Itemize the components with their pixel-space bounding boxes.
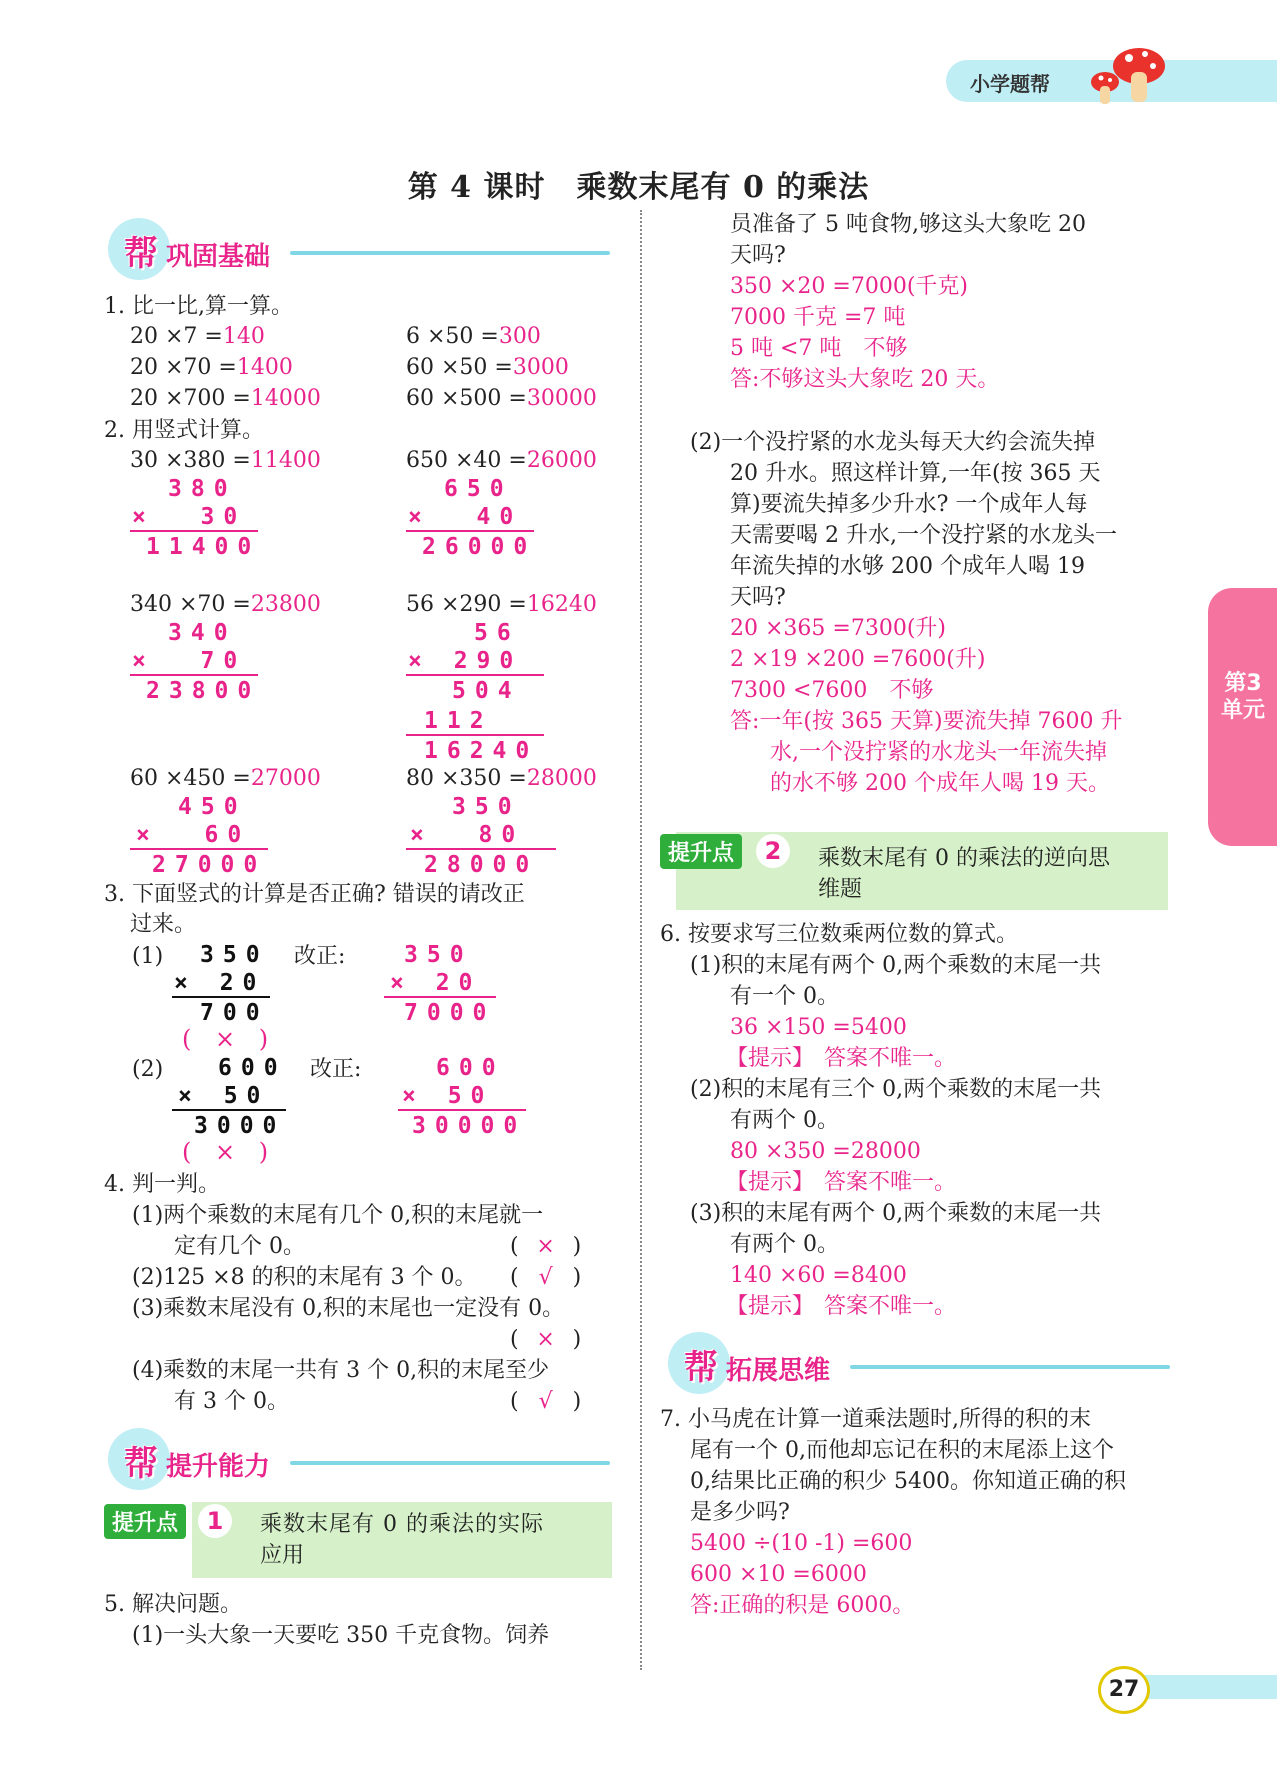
q6-item: 有两个 0。	[730, 1108, 839, 1133]
vcalc-line: 27000	[152, 852, 267, 878]
q1-expr: 60 ×50 =	[406, 355, 513, 380]
q1-expr: 20 ×70 =	[130, 355, 237, 380]
q7-text: 尾有一个 0,而他却忘记在积的末尾添上这个	[690, 1438, 1114, 1463]
tisheng-number: 1	[198, 1504, 232, 1538]
page-number: 27	[1098, 1666, 1150, 1714]
q5-answer: 水,一个没拧紧的水龙头一年流失掉	[770, 740, 1107, 765]
q4-item: 有 3 个 0。	[174, 1389, 289, 1414]
vcalc-line: 650	[444, 476, 513, 502]
q4-item: 定有几个 0。	[174, 1234, 305, 1259]
tisheng-text: 乘数末尾有 0 的乘法的逆向思	[818, 846, 1110, 871]
section-bang: 帮	[124, 1444, 158, 1484]
tisheng-text: 应用	[260, 1543, 305, 1568]
vcalc-line: 350	[452, 794, 521, 820]
q5-stem: 5. 解决问题。	[104, 1592, 242, 1617]
section-title-extend: 拓展思维	[726, 1356, 831, 1386]
vcalc-line: × 80	[410, 822, 525, 848]
q6-item: (1)积的末尾有两个 0,两个乘数的末尾一共	[690, 953, 1102, 978]
unit-side-tab-label: 第3单元	[1220, 671, 1265, 723]
vcalc-line: 112	[424, 708, 493, 734]
vcalc-line: × 20	[390, 970, 482, 996]
vcalc-rule	[398, 1109, 526, 1111]
q4-item: (3)乘数末尾没有 0,积的末尾也一定没有 0。	[132, 1296, 565, 1321]
q6-item: 有一个 0。	[730, 984, 839, 1009]
q3-fix-label: 改正:	[310, 1057, 362, 1082]
q1-answer: 3000	[512, 355, 569, 380]
section-rule	[290, 251, 610, 255]
column-divider	[640, 210, 642, 1670]
q1-answer: 14000	[250, 386, 321, 411]
vcalc-rule	[406, 734, 544, 736]
vcalc-line: × 40	[408, 504, 523, 530]
q4-mark: √	[538, 1389, 553, 1414]
q7-text: 7. 小马虎在计算一道乘法题时,所得的积的末	[660, 1407, 1091, 1432]
q4-mark: ×	[536, 1327, 555, 1352]
q3-stem: 3. 下面竖式的计算是否正确? 错误的请改正	[104, 882, 525, 907]
q7-answer: 5400 ÷(10 -1) =600	[690, 1531, 913, 1556]
q7-answer: 600 ×10 =6000	[690, 1562, 867, 1587]
q5-text: 年流失掉的水够 200 个成年人喝 19	[730, 554, 1085, 579]
vcalc-rule	[172, 996, 270, 998]
tip-text: 答案不唯一。	[824, 1294, 957, 1319]
q1-stem: 1. 比一比,算一算。	[104, 294, 293, 319]
section-rule	[850, 1365, 1170, 1369]
vcalc-rule	[172, 1109, 286, 1111]
vcalc-rule	[406, 674, 544, 676]
vcalc-line: 56	[474, 620, 520, 646]
vcalc-line: 600	[218, 1055, 287, 1081]
q4-item: (2)125 ×8 的积的末尾有 3 个 0。	[132, 1265, 477, 1290]
tip-text: 答案不唯一。	[824, 1046, 957, 1071]
q1-answer: 140	[222, 324, 265, 349]
vcalc-line: 600	[436, 1055, 505, 1081]
q6-item: 有两个 0。	[730, 1232, 839, 1257]
q1-answer: 300	[498, 324, 541, 349]
vcalc-line: 350	[200, 942, 269, 968]
vcalc-line: 450	[178, 794, 247, 820]
q6-answer: 80 ×350 =28000	[730, 1139, 921, 1164]
q2-answer: 26000	[526, 448, 597, 473]
vcalc-line: 340	[168, 620, 237, 646]
vcalc-line: 16240	[424, 738, 539, 764]
q2-expr: 30 ×380 =	[130, 448, 251, 473]
q1-expr: 20 ×700 =	[130, 386, 251, 411]
q2-expr: 650 ×40 =	[406, 448, 527, 473]
vcalc-line: × 60	[136, 822, 251, 848]
q5-text: 20 升水。照这样计算,一年(按 365 天	[730, 461, 1101, 486]
vcalc-line: 26000	[422, 534, 537, 560]
q1-expr: 60 ×500 =	[406, 386, 527, 411]
vcalc-line: 3000	[194, 1113, 286, 1139]
vcalc-line: 28000	[424, 852, 539, 878]
q2-expr: 80 ×350 =	[406, 766, 527, 791]
section-bang: 帮	[124, 234, 158, 274]
q3-mark: ( × )	[182, 1025, 277, 1053]
vcalc-line: × 290	[408, 648, 523, 674]
q5-answer: 2 ×19 ×200 =7600(升)	[730, 647, 986, 672]
tip-tag: 【提示】	[726, 1294, 815, 1319]
q3-num: (1)	[132, 944, 164, 969]
vcalc-line: × 20	[174, 970, 266, 996]
q1-answer: 30000	[526, 386, 597, 411]
q6-answer: 140 ×60 =8400	[730, 1263, 907, 1288]
section-rule	[290, 1461, 610, 1465]
q5-text: 员准备了 5 吨食物,够这头大象吃 20	[730, 212, 1086, 237]
section-title-improve: 提升能力	[166, 1452, 271, 1482]
q5-answer: 的水不够 200 个成年人喝 19 天。	[770, 771, 1110, 796]
q7-answer: 答:正确的积是 6000。	[690, 1593, 915, 1618]
q2-answer: 23800	[250, 592, 321, 617]
q6-item: (3)积的末尾有两个 0,两个乘数的末尾一共	[690, 1201, 1102, 1226]
vcalc-line: 7000	[404, 1000, 496, 1026]
q5-answer: 350 ×20 =7000(千克)	[730, 274, 968, 299]
vcalc-rule	[384, 996, 496, 998]
vcalc-rule	[130, 530, 258, 532]
section-title-basic: 巩固基础	[166, 242, 271, 272]
q5-answer: 7300 <7600 不够	[730, 678, 934, 703]
q5-answer: 答:不够这头大象吃 20 天。	[730, 367, 1000, 392]
q5-answer: 7000 千克 =7 吨	[730, 305, 906, 330]
vcalc-line: 350	[404, 942, 473, 968]
vcalc-line: 380	[168, 476, 237, 502]
vcalc-line: 23800	[146, 678, 261, 704]
q2-answer: 27000	[250, 766, 321, 791]
page-title: 第 4 课时 乘数末尾有 0 的乘法	[407, 170, 870, 205]
vcalc-rule	[406, 530, 534, 532]
q2-expr: 56 ×290 =	[406, 592, 527, 617]
q4-mark: ×	[536, 1234, 555, 1259]
vcalc-line: 11400	[146, 534, 261, 560]
mushroom-icon	[1085, 38, 1175, 110]
vcalc-line: 504	[452, 678, 521, 704]
q5-answer: 5 吨 <7 吨 不够	[730, 336, 908, 361]
q5-text: 天吗?	[730, 243, 786, 268]
q5-answer: 20 ×365 =7300(升)	[730, 616, 946, 641]
vcalc-line: 700	[200, 1000, 269, 1026]
vcalc-line: × 70	[132, 648, 247, 674]
q6-answer: 36 ×150 =5400	[730, 1015, 907, 1040]
q4-mark: √	[538, 1265, 553, 1290]
q5-text: (1)一头大象一天要吃 350 千克食物。饲养	[132, 1623, 550, 1648]
q2-answer: 11400	[250, 448, 321, 473]
q5-answer: 答:一年(按 365 天算)要流失掉 7600 升	[730, 709, 1123, 734]
q4-stem: 4. 判一判。	[104, 1172, 220, 1197]
section-bang: 帮	[684, 1348, 718, 1388]
vcalc-rule	[130, 674, 258, 676]
q2-answer: 28000	[526, 766, 597, 791]
tip-tag: 【提示】	[726, 1170, 815, 1195]
vcalc-line: × 50	[402, 1083, 494, 1109]
q2-expr: 340 ×70 =	[130, 592, 251, 617]
q1-answer: 1400	[236, 355, 293, 380]
q7-text: 0,结果比正确的积少 5400。你知道正确的积	[690, 1469, 1126, 1494]
vcalc-rule	[406, 848, 556, 850]
vcalc-rule	[130, 848, 268, 850]
q3-num: (2)	[132, 1057, 164, 1082]
q6-item: (2)积的末尾有三个 0,两个乘数的末尾一共	[690, 1077, 1102, 1102]
q7-text: 是多少吗?	[690, 1500, 790, 1525]
q2-expr: 60 ×450 =	[130, 766, 251, 791]
q3-fix-label: 改正:	[294, 944, 346, 969]
q5-text: 算)要流失掉多少升水? 一个成年人每	[730, 492, 1088, 517]
q2-answer: 16240	[526, 592, 597, 617]
tisheng-text: 乘数末尾有 0 的乘法的实际	[260, 1512, 544, 1537]
q3-mark: ( × )	[182, 1138, 277, 1166]
q1-expr: 20 ×7 =	[130, 324, 223, 349]
q1-expr: 6 ×50 =	[406, 324, 499, 349]
q4-item: (1)两个乘数的末尾有几个 0,积的末尾就一	[132, 1203, 544, 1228]
q2-stem: 2. 用竖式计算。	[104, 418, 264, 443]
q6-stem: 6. 按要求写三位数乘两位数的算式。	[660, 922, 1018, 947]
tisheng-text: 维题	[818, 877, 863, 902]
tisheng-tag: 提升点	[660, 834, 742, 869]
tisheng-number: 2	[756, 834, 790, 868]
vcalc-line: 30000	[412, 1113, 527, 1139]
vcalc-line: × 50	[178, 1083, 270, 1109]
header-label: 小学题帮	[970, 72, 1050, 96]
q5-text: (2)一个没拧紧的水龙头每天大约会流失掉	[690, 430, 1096, 455]
vcalc-line: × 30	[132, 504, 247, 530]
tip-text: 答案不唯一。	[824, 1170, 957, 1195]
q5-text: 天吗?	[730, 585, 786, 610]
q3-stem: 过来。	[130, 912, 197, 937]
q4-item: (4)乘数的末尾一共有 3 个 0,积的末尾至少	[132, 1358, 550, 1383]
q5-text: 天需要喝 2 升水,一个没拧紧的水龙头一	[730, 523, 1117, 548]
tip-tag: 【提示】	[726, 1046, 815, 1071]
tisheng-tag: 提升点	[104, 1504, 186, 1539]
